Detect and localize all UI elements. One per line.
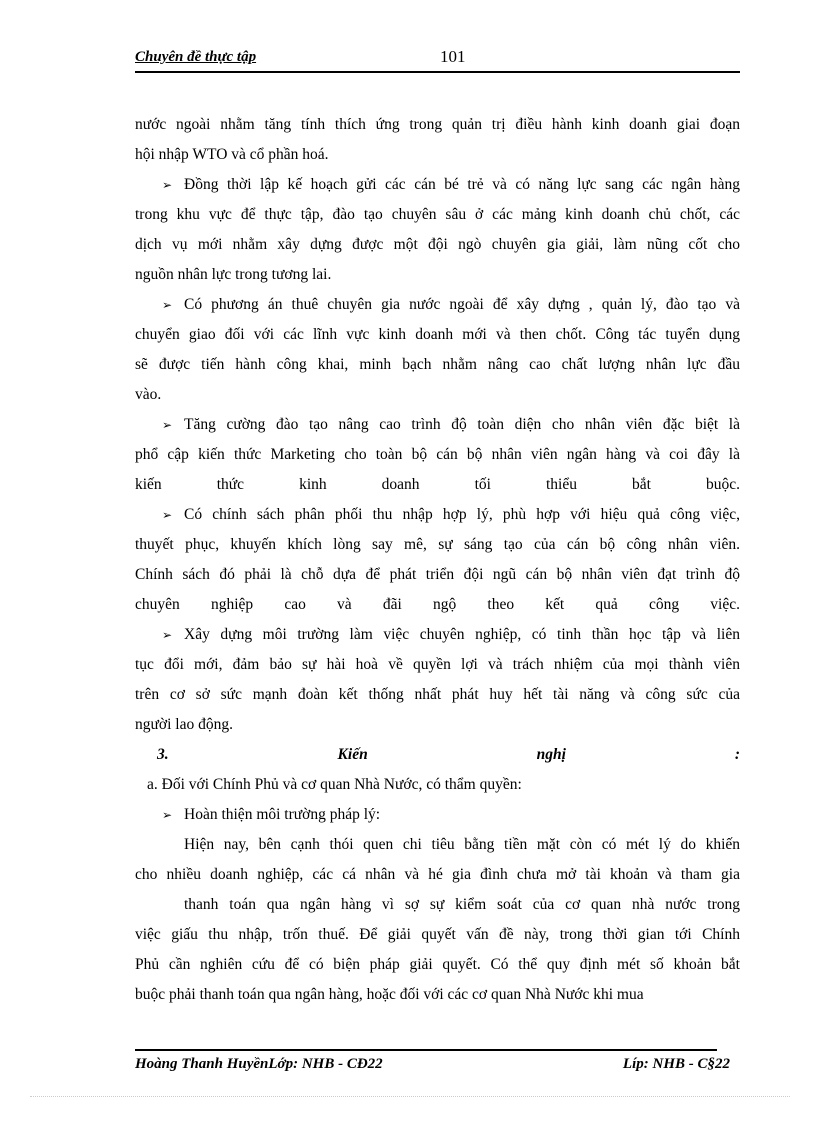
text-line: Có chính sách phân phối thu nhập hợp lý, phù hợp với hiệu quả công việc, [184,506,740,523]
footer-divider [135,1049,717,1051]
text-line: thuyết phục, khuyến khích lòng say mê, sự sáng tạo của cán bộ công nhân viên. [135,536,740,553]
page-number: 101 [440,47,466,66]
text-line: Chính sách đó phải là chỗ dựa để phát triển đội ngũ cán bộ nhân viên đạt trình độ [135,566,740,583]
text-line: kiến thức kinh doanh tối thiểu bắt buộc. [135,476,740,493]
header-title: Chuyên đề thực tập [135,49,257,65]
footer-author-class: Hoàng Thanh HuyềnLớp: NHB - CĐ22 [135,1056,383,1072]
text-line: Hiện nay, bên cạnh thói quen chi tiêu bằng tiền mặt còn có mét lý do khiến [184,836,740,853]
page-header [135,47,740,73]
subsection-heading: a. Đối với Chính Phủ và cơ quan Nhà Nước, có thẩm quyền: [147,776,522,793]
text-line: chuyên nghiệp cao và đãi ngộ theo kết quả công việc. [135,596,740,613]
text-line: hội nhập WTO và cổ phần hoá. [135,146,329,163]
bullet-paragraph [135,170,740,200]
arrow-bullet-icon: ➢ [162,808,173,822]
text-line: cho nhiều doanh nghiệp, các cá nhân và hé gia đình chưa mở tài khoản và tham gia [135,866,740,883]
text-line: Đồng thời lập kế hoạch gửi các cán bé trẻ và có năng lực sang các ngân hàng [184,176,740,193]
text-line: chuyển giao đối với các lĩnh vực kinh doanh mới và then chốt. Công tác tuyển dụng [135,326,740,343]
text-line: nguồn nhân lực trong tương lai. [135,266,332,283]
text-line: tục đổi mới, đảm bảo sự hài hoà về quyền lợi và trách nhiệm của mọi thành viên [135,656,740,673]
footer-class: Líp: NHB - C§22 [622,1056,730,1072]
bullet-paragraph [135,800,740,830]
text-line: việc giấu thu nhập, trốn thuế. Để giải quyết vấn đề này, trong thời gian tới Chính [135,926,740,943]
text-line: thanh toán qua ngân hàng vì sợ sự kiểm soát của cơ quan nhà nước trong [184,896,740,913]
text-line: vào. [135,386,162,403]
arrow-bullet-icon: ➢ [162,508,173,522]
page-edge-divider [30,1096,790,1097]
text-line: Tăng cường đào tạo nâng cao trình độ toàn diện cho nhân viên đặc biệt là [184,416,740,433]
bullet-paragraph [135,500,740,530]
text-line: Có phương án thuê chuyên gia nước ngoài để xây dựng , quản lý, đào tạo và [184,296,740,313]
arrow-bullet-icon: ➢ [162,298,173,312]
page-footer [135,1056,730,1078]
text-line: dịch vụ mới nhằm xây dựng được một đội ngò chuyên gia giải, làm nũng cốt cho [135,236,740,253]
arrow-bullet-icon: ➢ [162,628,173,642]
text-line: Xây dựng môi trường làm việc chuyên nghiệp, có tinh thần học tập và liên [184,626,740,643]
text-line: buộc phải thanh toán qua ngân hàng, hoặc đối với các cơ quan Nhà Nước khi mua [135,986,644,1003]
text-line: Hoàn thiện môi trường pháp lý: [184,806,381,823]
bullet-paragraph [135,620,740,650]
bullet-paragraph [135,410,740,440]
section-heading: 3. Kiến nghị : [157,746,740,763]
text-line: phổ cập kiến thức Marketing cho toàn bộ cán bộ nhân viên ngân hàng và coi đây là [135,446,740,463]
bullet-paragraph [135,290,740,320]
text-line: Phủ cần nghiên cứu để có biện pháp giải quyết. Có thể quy định mét số khoản bắt [135,956,740,973]
text-line: trong khu vực để thực tập, đào tạo chuyên sâu ở các mảng kinh doanh chủ chốt, các [135,206,740,223]
text-line: sẽ được tiến hành công khai, minh bạch nhằm nâng cao chất lượng nhân lực đầu [135,356,740,373]
text-line: người lao động. [135,716,233,733]
arrow-bullet-icon: ➢ [162,178,173,192]
text-line: trên cơ sở sức mạnh đoàn kết thống nhất phát huy hết tài năng và công sức của [135,686,740,703]
arrow-bullet-icon: ➢ [162,418,173,432]
text-line: nước ngoài nhằm tăng tính thích ứng trong quản trị điều hành kinh doanh giai đoạn [135,116,740,133]
